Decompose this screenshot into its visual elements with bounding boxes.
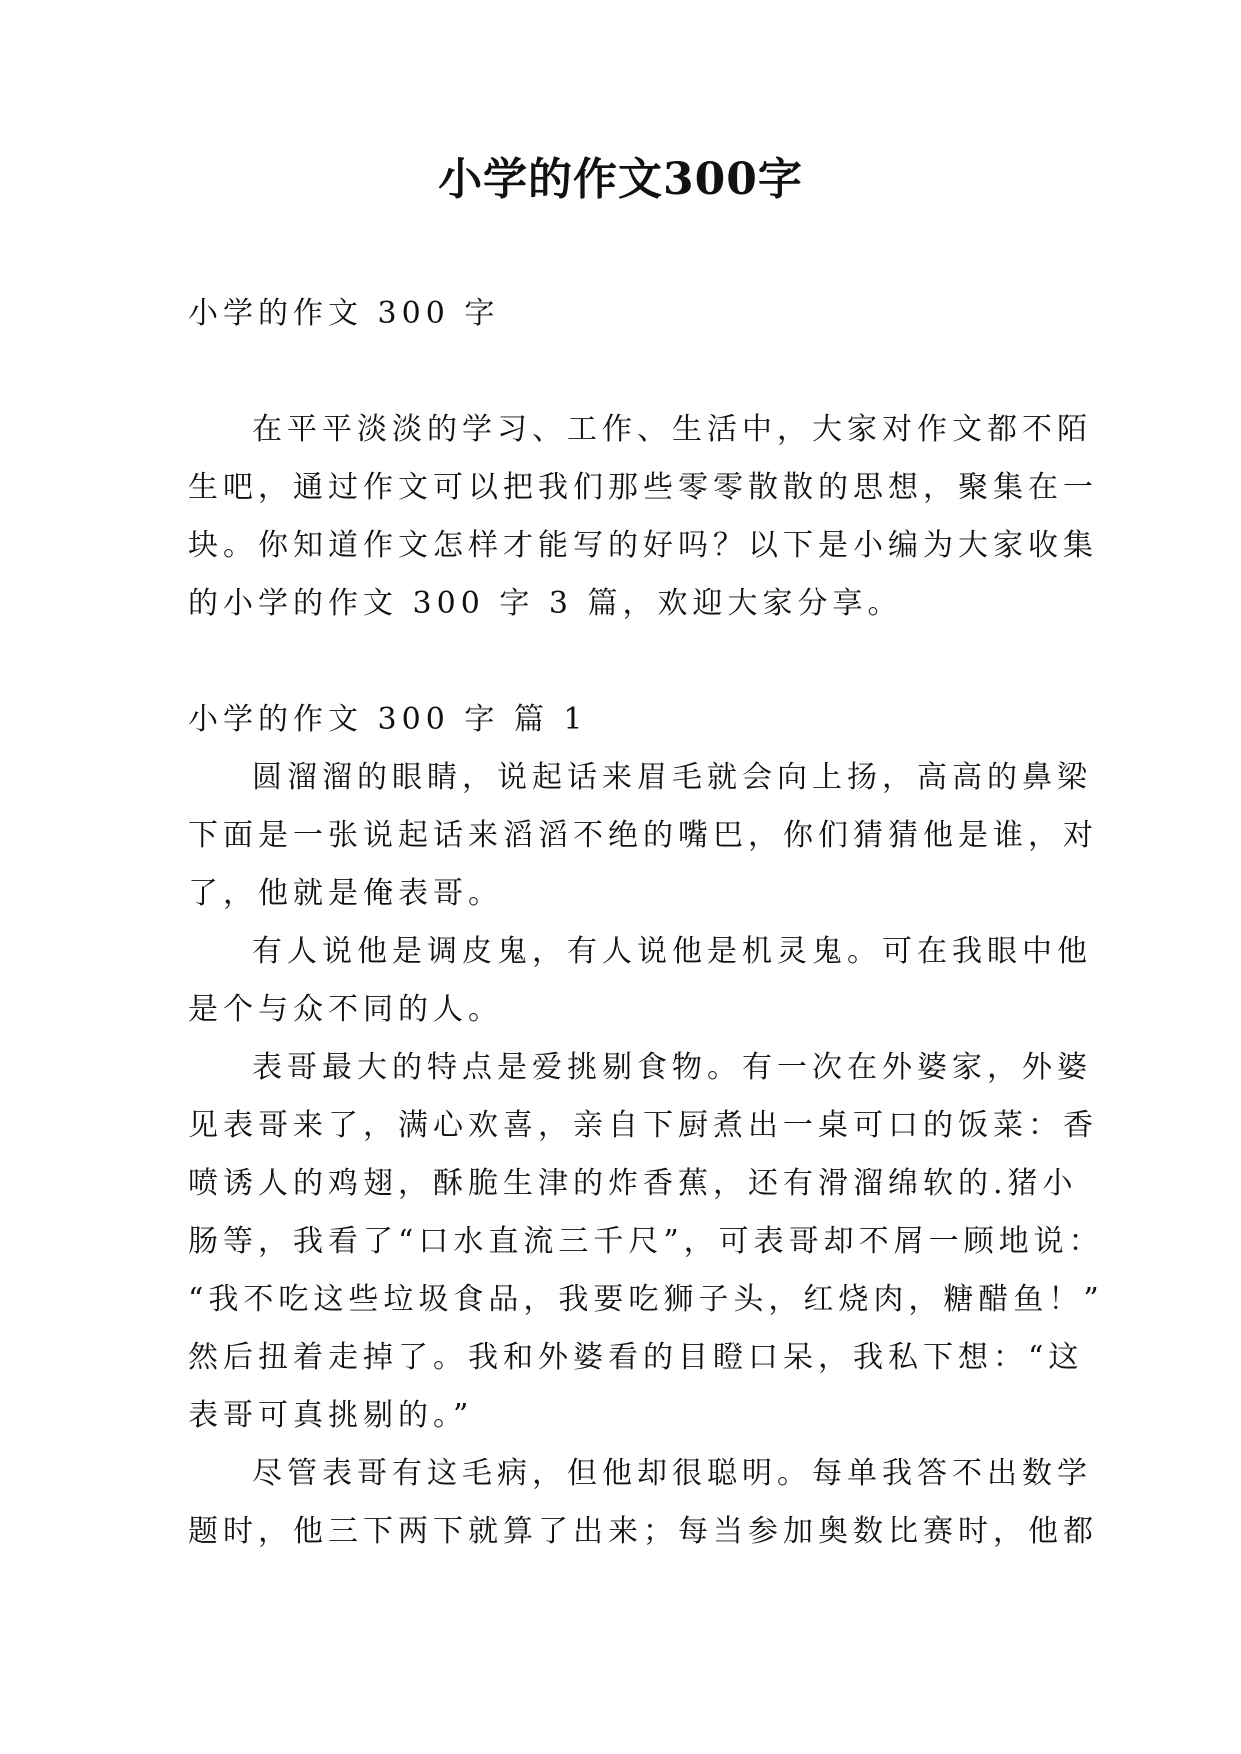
paragraph-line: 喷诱人的鸡翅，酥脆生津的炸香蕉，还有滑溜绵软的.猪小 [188, 1166, 1078, 1201]
document-title: 小学的作文300字 [438, 154, 803, 205]
section-heading: 小学的作文 300 字 篇 1 [188, 702, 588, 737]
paragraph-line: 表哥最大的特点是爱挑剔食物。有一次在外婆家，外婆 [252, 1050, 1092, 1085]
paragraph-line: 有人说他是调皮鬼，有人说他是机灵鬼。可在我眼中他 [252, 934, 1092, 969]
paragraph-line: 表哥可真挑剔的。” [188, 1398, 474, 1433]
paragraph-line: “我不吃这些垃圾食品，我要吃狮子头，红烧肉，糖醋鱼！” [188, 1282, 1104, 1317]
paragraph-line: 肠等，我看了“口水直流三千尺”，可表哥却不屑一顾地说： [188, 1224, 1104, 1259]
paragraph-line: 了，他就是俺表哥。 [188, 876, 503, 911]
document-subtitle: 小学的作文 300 字 [188, 296, 500, 331]
paragraph-line: 见表哥来了，满心欢喜，亲自下厨煮出一桌可口的饭菜：香 [188, 1108, 1098, 1143]
paragraph-line: 下面是一张说起话来滔滔不绝的嘴巴，你们猜猜他是谁，对 [188, 818, 1098, 853]
paragraph-line: 圆溜溜的眼睛，说起话来眉毛就会向上扬，高高的鼻梁 [252, 760, 1092, 795]
intro-line: 的小学的作文 300 字 3 篇，欢迎大家分享。 [188, 586, 903, 621]
intro-line: 在平平淡淡的学习、工作、生活中，大家对作文都不陌 [252, 412, 1092, 447]
paragraph-line: 是个与众不同的人。 [188, 992, 503, 1027]
paragraph-line: 题时，他三下两下就算了出来；每当参加奥数比赛时，他都 [188, 1514, 1098, 1549]
paragraph-line: 尽管表哥有这毛病，但他却很聪明。每单我答不出数学 [252, 1456, 1092, 1491]
paragraph-line: 然后扭着走掉了。我和外婆看的目瞪口呆，我私下想：“这 [188, 1340, 1084, 1375]
intro-line: 块。你知道作文怎样才能写的好吗？以下是小编为大家收集 [188, 528, 1098, 563]
intro-line: 生吧，通过作文可以把我们那些零零散散的思想，聚集在一 [188, 470, 1098, 505]
